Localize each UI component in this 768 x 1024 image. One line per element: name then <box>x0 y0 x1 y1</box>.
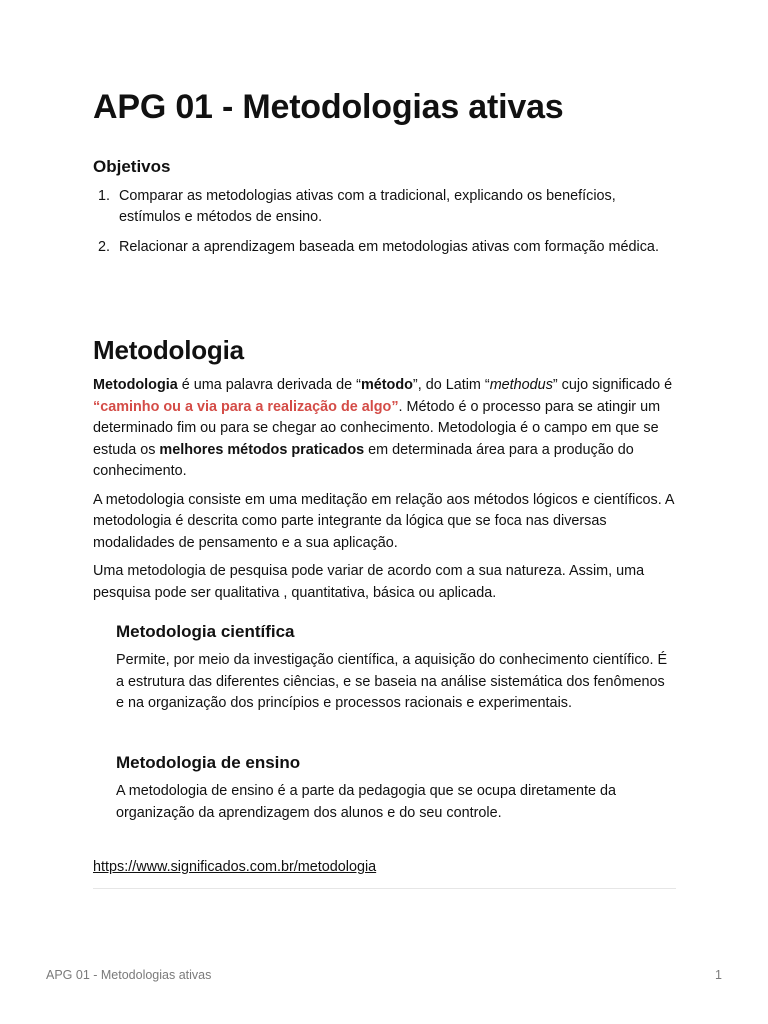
footer-title: APG 01 - Metodologias ativas <box>46 968 212 982</box>
italic-term: methodus <box>489 377 553 393</box>
paragraph: A metodologia consiste em uma meditação em relação aos métodos lógicos e científicos. A metodologia é descrita como parte integrante da lógica que se foca nas diversas modalidades de pensamento e a sua aplicação. <box>93 491 674 551</box>
bold-term: melhores métodos praticados <box>159 441 365 458</box>
text-span: ”, do Latim “ <box>412 377 490 393</box>
text-span: . Método é o processo para se atingir um determinado fim ou para se chegar ao conhecimento. Metodologia é o campo em que se estuda os <box>93 398 661 458</box>
subsection-ensino <box>116 753 676 824</box>
bold-term: método <box>360 377 413 393</box>
objectives-list <box>93 186 676 267</box>
bold-term: Metodologia <box>93 377 178 393</box>
text-span: é uma palavra derivada de “ <box>177 377 361 393</box>
subsection-heading: Metodologia de ensino <box>116 753 301 772</box>
paragraph-definition <box>93 375 676 483</box>
list-item-number: 2. <box>98 239 111 255</box>
list-item <box>93 186 676 228</box>
highlighted-quote: “caminho ou a via para a realização de algo” <box>93 398 399 415</box>
subsection-cientifica <box>116 622 676 715</box>
list-item <box>93 237 676 258</box>
objectives-heading: Objetivos <box>93 157 171 176</box>
text-span: ” cujo significado é <box>552 377 673 393</box>
page-title: APG 01 - Metodologias ativas <box>93 88 564 126</box>
paragraph: A metodologia de ensino é a parte da pedagogia que se ocupa diretamente da organização da aprendizagem dos alunos e do seu controle. <box>116 783 617 821</box>
metodologia-body <box>93 375 676 611</box>
source-link[interactable]: https://www.significados.com.br/metodologia <box>93 859 377 875</box>
divider <box>93 888 676 889</box>
list-item-text: Relacionar a aprendizagem baseada em metodologias ativas com formação médica. <box>119 239 659 255</box>
text-span: em determinada área para a produção do conhecimento. <box>93 441 634 479</box>
list-item-text: Comparar as metodologias ativas com a tradicional, explicando os benefícios, estímulos e métodos de ensino. <box>119 188 616 225</box>
subsection-heading: Metodologia científica <box>116 622 295 641</box>
paragraph: Uma metodologia de pesquisa pode variar de acordo com a sua natureza. Assim, uma pesquisa pode ser qualitativa , quantitativa, básica ou aplicada. <box>93 563 645 601</box>
page-number: 1 <box>715 968 722 982</box>
list-item-number: 1. <box>98 188 111 204</box>
section-heading-metodologia: Metodologia <box>93 335 244 365</box>
paragraph: Permite, por meio da investigação científica, a aquisição do conhecimento científico. É a estrutura das diferentes ciências, e se baseia na análise sistemática dos fenômenos e na organização dos princípios e processos racionais e experimentais. <box>116 652 668 711</box>
